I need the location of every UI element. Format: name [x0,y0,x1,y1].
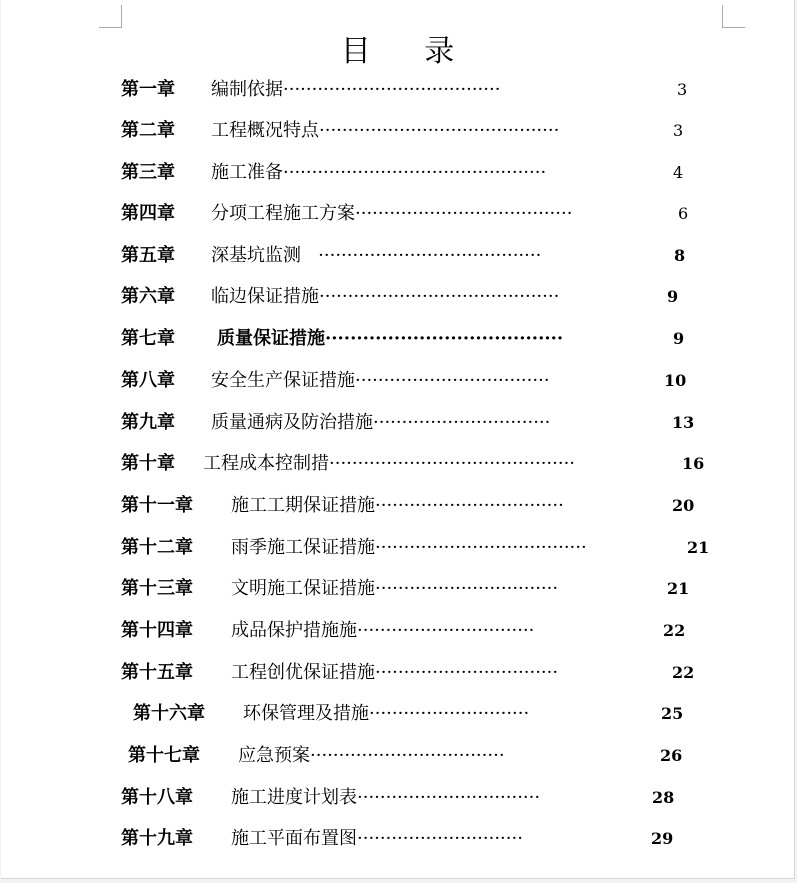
chapter-number: 第四章 [121,203,175,224]
chapter-number: 第二章 [121,120,175,141]
page-number: 13 [672,413,695,432]
chapter-title: 环保管理及措施···························· [243,703,530,724]
chapter-number: 第五章 [121,245,175,266]
toc-entry[interactable] [128,742,728,770]
page-number: 21 [667,579,690,598]
toc-entry[interactable] [133,700,733,728]
toc-entry[interactable] [121,534,721,562]
page-number: 3 [677,80,688,99]
chapter-title: 施工进度计划表································ [231,787,541,808]
toc-entry[interactable] [121,200,721,228]
chapter-title: 质量保证措施······································ [217,328,564,349]
chapter-title: 工程概况特点·········································· [211,120,560,141]
chapter-title: 编制依据······································ [211,79,501,100]
chapter-title: 雨季施工保证措施····································· [231,537,587,558]
chapter-number: 第九章 [121,412,175,433]
chapter-title: 临边保证措施·········································· [211,286,560,307]
chapter-number: 第三章 [121,162,175,183]
chapter-number: 第十三章 [121,578,193,599]
toc-entry[interactable] [121,825,721,853]
chapter-title: 深基坑监测 ······································· [211,245,542,266]
chapter-number: 第八章 [121,370,175,391]
toc-entry[interactable] [121,409,721,437]
chapter-title: 应急预案·································· [238,745,505,766]
chapter-number: 第十六章 [133,703,205,724]
toc-entry[interactable] [121,325,721,353]
page-number: 8 [674,246,686,265]
toc-entry[interactable] [121,159,721,187]
toc-entry[interactable] [121,784,721,812]
chapter-title: 安全生产保证措施·································· [211,370,550,391]
toc-entry[interactable] [121,575,721,603]
page-number: 20 [672,496,695,515]
page-number: 16 [682,454,705,473]
chapter-title: 施工准备·············································· [211,162,547,183]
toc-entry[interactable] [121,367,721,395]
chapter-number: 第七章 [121,328,175,349]
page-number: 3 [673,121,684,140]
chapter-title: 文明施工保证措施································ [231,578,559,599]
page-number: 9 [667,287,679,306]
chapter-number: 第六章 [121,286,175,307]
page-number: 10 [664,371,687,390]
toc-entry[interactable] [121,617,721,645]
toc-entry[interactable] [121,76,721,104]
page-number: 4 [673,163,684,182]
toc-title: 目 录 [340,34,477,69]
chapter-title: 施工平面布置图····························· [231,828,523,849]
margin-corner-mark [722,5,745,28]
toc-entry[interactable] [121,283,721,311]
chapter-number: 第十四章 [121,620,193,641]
toc-entry[interactable] [121,450,721,478]
chapter-number: 第十二章 [121,537,193,558]
margin-corner-mark [99,5,122,28]
page-number: 9 [673,329,685,348]
chapter-title: 工程成本控制措··········································· [203,453,576,474]
toc-entry[interactable] [121,659,721,687]
toc-entry[interactable] [121,117,721,145]
chapter-title: 质量通病及防治措施······························· [211,412,551,433]
chapter-title: 工程创优保证措施································ [231,662,559,683]
toc-entry[interactable] [121,242,721,270]
chapter-number: 第十八章 [121,787,193,808]
page-number: 22 [663,621,686,640]
chapter-number: 第十一章 [121,495,193,516]
chapter-title: 分项工程施工方案······································ [211,203,573,224]
chapter-title: 成品保护措施施······························· [231,620,535,641]
page-number: 29 [651,829,674,848]
page-number: 6 [678,204,689,223]
chapter-number: 第十章 [121,453,175,474]
chapter-number: 第十七章 [128,745,200,766]
chapter-number: 第十九章 [121,828,193,849]
page-number: 25 [661,704,684,723]
chapter-title: 施工工期保证措施································· [231,495,564,516]
document-page [1,0,795,879]
page-number: 21 [687,538,710,557]
page-number: 22 [672,663,695,682]
chapter-number: 第十五章 [121,662,193,683]
chapter-number: 第一章 [121,79,175,100]
page-number: 28 [652,788,675,807]
toc-entry[interactable] [121,492,721,520]
page-number: 26 [660,746,683,765]
